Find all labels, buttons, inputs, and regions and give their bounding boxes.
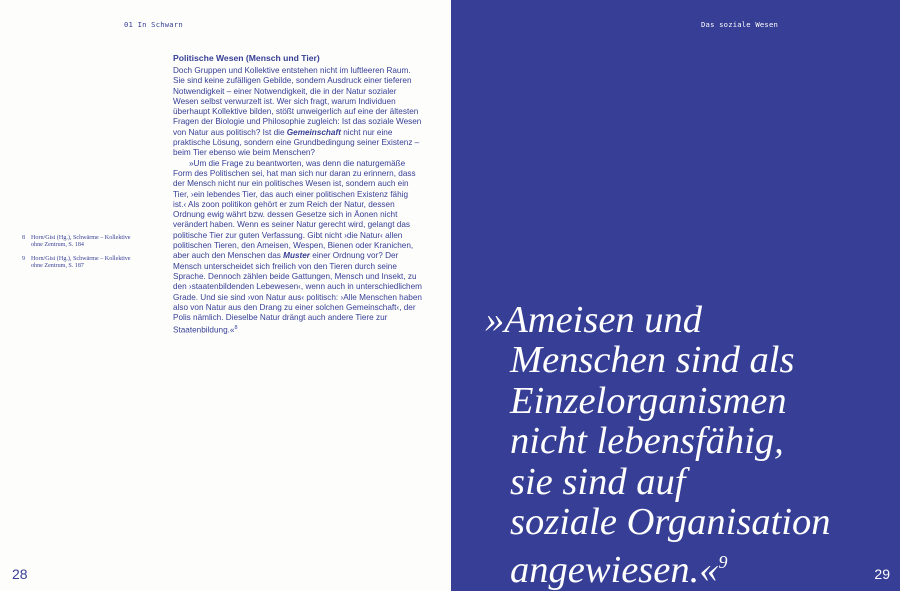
footnote-number: 9 [22,255,26,262]
footnote-number: 8 [22,235,26,241]
footnotes [22,235,132,277]
footnote-item [22,256,132,271]
paragraph-1-text-a: Doch Gruppen und Kollektive entstehen nicht im luftleeren Raum. Sie sind keine zufälligen Gebilde, sondern Ausdruck einer tieferen Notwendigkeit – einer Notwendigkeit, die in der Natur sozialer Wesen selbst verwurzelt ist. Wer sich fragt, warum Individuen überhaupt Kollektive bilden, stößt unweigerlich auf eine der ältesten Fragen der Biologie und Philosophie zugleich: Ist das soziale Wesen von Natur aus politisch? Ist die [173,66,422,137]
paragraph-2-emphasis: Muster [283,251,310,261]
body-text [173,66,423,336]
quote-line: soziale Organisation [510,501,831,544]
quote-line: nicht lebensfähig, [510,420,784,463]
pull-quote [485,300,885,591]
quote-line-last [485,542,885,590]
quote-line: Einzelorganismen [510,379,787,422]
footnote-ref-8: 8 [234,325,238,332]
paragraph-2 [173,159,423,337]
section-heading: Politische Wesen (Mensch und Tier) [173,53,320,63]
footnote-text: Horn/Gisi (Hg.), Schwärme – Kollektive ohne Zentrum, S. 184 [31,235,131,249]
paragraph-2-text-a: »Um die Frage zu beantworten, was denn die naturgemäße Form des Politischen sei, hat man sich nur daran zu erinnern, dass der Mensch nicht nur ein politisches Wesen ist, sondern auch ein Tier, ›ein lebendes Tier, das auch einer politischen Existenz fähig ist.‹ Als zoon politikon gehört er zum Reich der Natur, dessen Ordnung ewig währt bzw. dessen Gesetze sich in Äonen nicht verändert haben. Wenn es seiner Natur gerecht wird, gelangt das politische Tier zur guten Verfassung. Gibt nicht ›die Natur‹ allen politischen Tieren, den Ameisen, Wespen, Bienen oder Kranichen, aber auch den Menschen das [173,158,416,261]
footnote-ref-9: 9 [718,552,728,573]
paragraph-1-emphasis: Gemeinschaft [286,127,341,137]
paragraph-1 [173,66,423,159]
page-number-right: 29 [874,566,890,582]
quote-line-text: angewiesen.« [510,549,719,591]
running-head-left: 01 In Schwarn [124,20,183,29]
quote-line: Menschen sind als [510,339,795,382]
footnote-item [22,235,132,250]
paragraph-1-text-b: nicht nur eine praktische Lösung, sondern eine Grundbedingung seiner Existenz – beim Tier ebenso wie beim Menschen? [173,127,420,158]
page-number-left: 28 [12,566,28,582]
running-head-right: Das soziale Wesen [701,20,778,29]
paragraph-2-text-b: einer Ordnung vor? Der Mensch unterscheidet sich freilich von den Tieren durch seine Sprache. Dennoch zählen beide Gattungen, Mensch und Insekt, zu den ›staatenbildenden Lebewesen‹, wenn auch in unterschiedlichem Grade. Und sie sind ›von Natur aus‹ politisch: ›Alle Menschen haben also von Natur aus den Drang zu einer solchen Gemeinschaft‹, der Polis nämlich. Dieselbe Natur drängt auch andere Tiere zur Staatenbildung.« [173,251,422,336]
quote-line: »Ameisen und [485,299,703,341]
footnote-text: Horn/Gisi (Hg.), Schwärme – Kollektive ohne Zentrum, S. 187 [31,255,131,270]
quote-line: sie sind auf [510,460,686,503]
